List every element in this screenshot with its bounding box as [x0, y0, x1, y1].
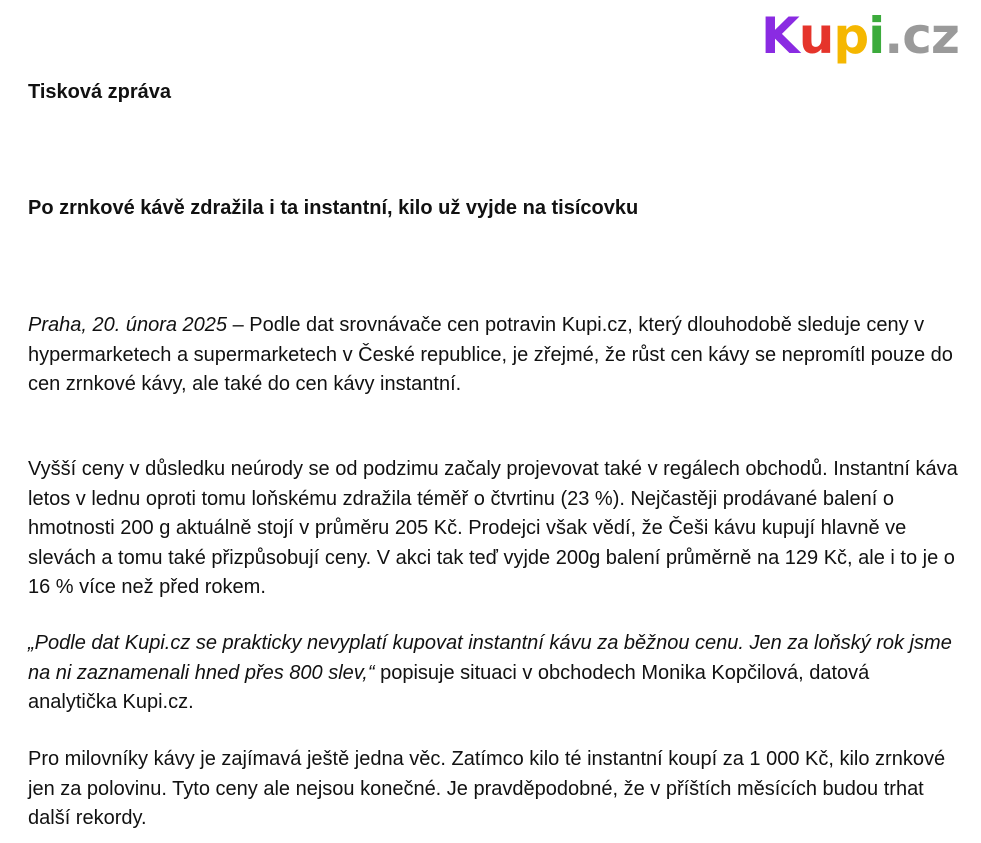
logo-suffix: .cz	[884, 7, 959, 65]
logo-letter-i: i	[868, 7, 885, 65]
analyst-quote: „Podle dat Kupi.cz se prakticky nevyplatí kupovat instantní kávu za běžnou cenu. Jen za loňský rok jsme na ni zaznamenali hned přes 800 slev,“	[28, 632, 952, 684]
paragraph-quote	[28, 629, 960, 718]
logo-letter-p: p	[833, 7, 869, 65]
paragraph-prices: Vyšší ceny v důsledku neúrody se od podzimu začaly projevovat také v regálech obchodů. Instantní káva letos v lednu oproti tomu loňskému zdražila téměř o čtvrtinu (23 %). Nejčastěji prodávané balení o hmotnosti 200 g aktuálně stojí v průměru 205 Kč. Prodejci však vědí, že Češi kávu kupují hlavně ve slevách a tomu také přizpůsobují ceny. V akci tak teď vyjde 200g balení průměrně na 129 Kč, ale i to je o 16 % více než před rokem.	[28, 458, 958, 598]
logo-letter-k: K	[760, 7, 799, 65]
logo-letter-u: u	[798, 7, 834, 65]
quote-attribution: popisuje situaci v obchodech Monika Kopčilová, datová analytička Kupi.cz.	[28, 661, 870, 713]
paragraph-intro	[28, 311, 960, 400]
kupi-logo	[761, 6, 959, 66]
document-type-label: Tisková zpráva	[28, 81, 172, 103]
dateline: Praha, 20. února 2025	[28, 314, 228, 336]
paragraph-comparison: Pro milovníky kávy je zajímavá ještě jedna věc. Zatímco kilo té instantní koupí za 1 000 Kč, kilo zrnkové jen za polovinu. Tyto ceny ale nejsou konečné. Je pravděpodobné, že v příštích měsících budou trhat další rekordy.	[28, 748, 946, 829]
press-release-headline: Po zrnkové kávě zdražila i ta instantní, kilo už vyjde na tisícovku	[28, 197, 639, 219]
intro-text: – Podle dat srovnávače cen potravin Kupi.cz, který dlouhodobě sleduje ceny v hypermarketech a supermarketech v České republice, je zřejmé, že růst cen kávy se nepromítl pouze do cen zrnkové kávy, ale také do cen kávy instantní.	[28, 314, 953, 395]
